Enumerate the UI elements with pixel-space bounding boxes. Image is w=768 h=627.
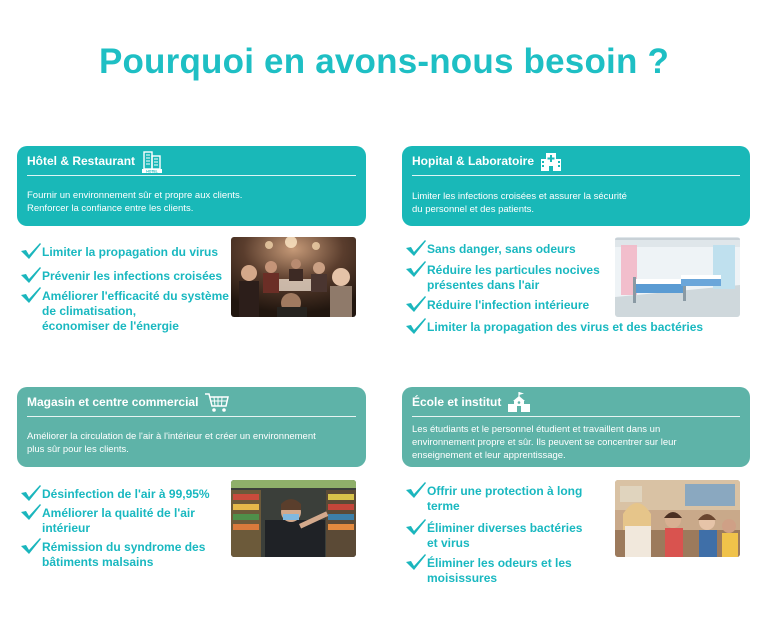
store-benefits-list (20, 487, 230, 570)
shopping-cart-icon (204, 391, 230, 413)
hospital-card-header (402, 146, 750, 175)
store-heading: Magasin et centre commercial (27, 394, 199, 409)
restaurant-diners-photo (231, 237, 356, 317)
supermarket-shopper-photo (231, 480, 356, 557)
list-item: Offrir une protection à long terme (405, 484, 615, 514)
check-icon (20, 266, 42, 284)
check-icon (20, 537, 42, 555)
list-item: Prévenir les infections croisées (20, 269, 230, 284)
hospital-ward-photo (615, 237, 740, 317)
check-icon (20, 242, 42, 260)
hospital-icon (540, 150, 562, 172)
hotel-benefits-list (20, 245, 230, 334)
check-icon (405, 295, 427, 313)
classroom-children-photo (615, 480, 740, 557)
school-card-header (402, 387, 750, 416)
hotel-icon-caption: HOTEL (146, 168, 158, 173)
list-item: Éliminer les odeurs et les moisissures (405, 556, 615, 586)
school-card (402, 387, 750, 467)
list-item: Améliorer la qualité de l'air intérieur (20, 506, 230, 536)
hospital-description: Limiter les infections croisées et assurer la sécurité du personnel et des patients. (412, 191, 627, 215)
hotel-building-icon (141, 149, 163, 173)
check-icon (20, 503, 42, 521)
hotel-description: Fournir un environnement sûr et propre aux clients. Renforcer la confiance entre les clients. (27, 190, 243, 214)
school-description: Les étudiants et le personnel étudient et travaillent dans un environnement propre et sûr. Ils peuvent se concentrer sur leur enseignement et leur apprentissage. (412, 424, 677, 461)
check-icon (405, 260, 427, 278)
list-item: Améliorer l'efficacité du système de climatisation, économiser de l'énergie (20, 289, 230, 334)
list-item: Rémission du syndrome des bâtiments malsains (20, 540, 230, 570)
store-card-header (17, 387, 366, 416)
list-item: Désinfection de l'air à 99,95% (20, 487, 230, 502)
list-item: Éliminer diverses bactéries et virus (405, 521, 615, 551)
hospital-heading: Hopital & Laboratoire (412, 153, 535, 168)
page-title: Pourquoi en avons-nous besoin ? (98, 42, 670, 81)
check-icon (20, 286, 42, 304)
list-item: Sans danger, sans odeurs (405, 242, 710, 257)
list-item: Limiter la propagation des virus et des bactéries (405, 320, 710, 335)
check-icon (405, 518, 427, 536)
hotel-card-header (17, 146, 366, 175)
school-icon (507, 391, 531, 413)
check-icon (405, 239, 427, 257)
school-heading: École et institut (412, 394, 502, 409)
check-icon (405, 481, 427, 499)
list-item: Réduire l'infection intérieure (405, 298, 710, 313)
list-item: Réduire les particules nocives présentes dans l'air (405, 263, 710, 293)
hospital-card (402, 146, 750, 226)
store-card (17, 387, 366, 467)
check-icon (405, 317, 427, 335)
check-icon (405, 553, 427, 571)
check-icon (20, 484, 42, 502)
hotel-heading: Hôtel & Restaurant (27, 153, 136, 168)
hotel-card (17, 146, 366, 226)
store-description: Améliorer la circulation de l'air à l'intérieur et créer un environnement plus sûr pour les clients. (27, 431, 316, 455)
list-item: Limiter la propagation du virus (20, 245, 230, 260)
school-benefits-list (405, 484, 615, 586)
